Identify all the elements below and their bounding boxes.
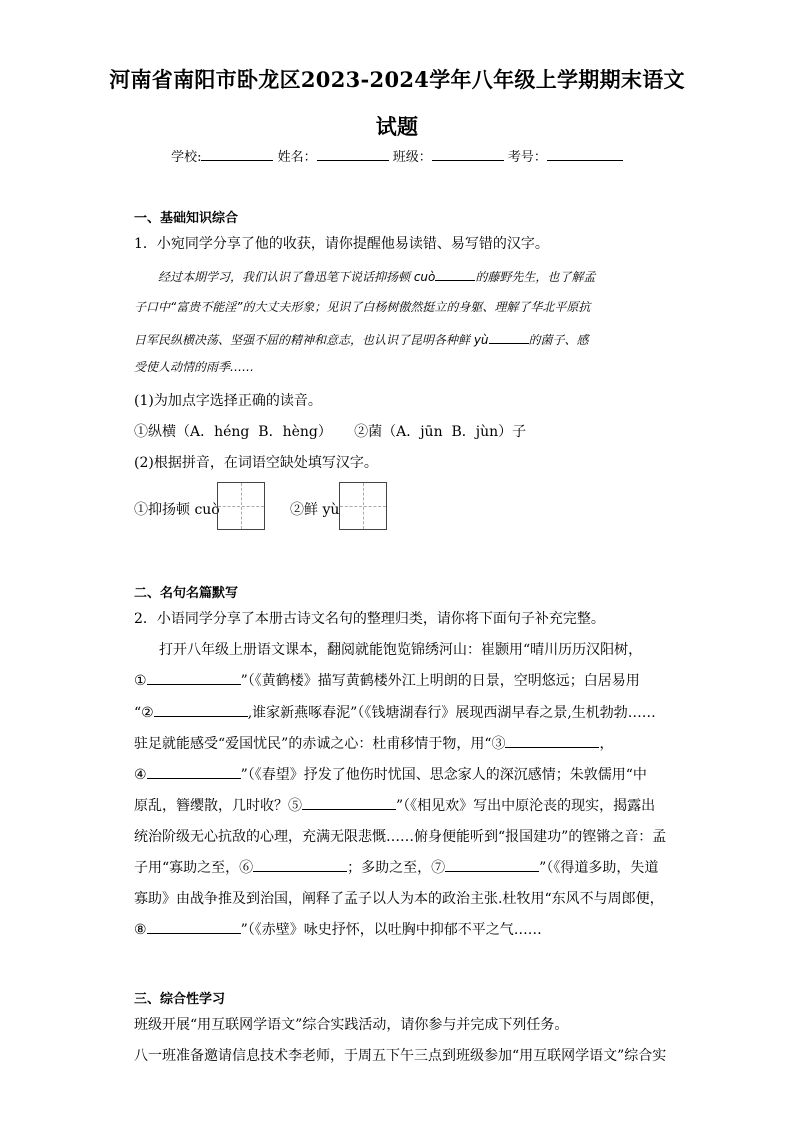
- poem-fill-line: 统治阶级无心抗敌的心理，充满无限悲慨……俯身便能听到“报国建功”的铿锵之音：孟: [134, 829, 667, 845]
- passage-line: 受使人动情的雨季……: [134, 360, 255, 374]
- poem-fill-line: ④ ”（《春望》抒发了他伤时忧国、思念家人的深沉感情；朱敦儒用“中: [134, 764, 647, 784]
- poem-fill-line: “② ,谁家新燕啄春泥”（《钱塘湖春行》展现西湖早春之景,生机勃勃……: [134, 702, 656, 722]
- answer-blank[interactable]: [505, 733, 599, 748]
- answer-blank[interactable]: [489, 329, 529, 344]
- writing-grid-box-2[interactable]: [339, 482, 387, 530]
- section-3-task: 八一班准备邀请信息技术李老师，于周五下午三点到班级参加“用互联网学语文”综合实: [134, 1048, 667, 1064]
- question-1: 1．小宛同学分享了他的收获，请你提醒他易读错、易写错的汉字。: [134, 236, 549, 252]
- poem-fill-line: ⑧ ”（《赤壁》咏史抒怀，以吐胸中抑郁不平之气……: [134, 919, 542, 939]
- page-title-continued: 试题: [375, 114, 419, 139]
- section-heading-1: 一、基础知识综合: [134, 211, 239, 226]
- answer-blank[interactable]: [435, 266, 475, 281]
- question-2: 2．小语同学分享了本册古诗文名句的整理归类，请你将下面句子补充完整。: [134, 611, 605, 627]
- name-label: 姓名：: [277, 150, 317, 165]
- poem-fill-line: ① ”（《黄鹤楼》描写黄鹤楼外江上明朗的日景，空明悠远；白居易用: [134, 670, 640, 690]
- passage-line: 日军民纵横决荡、坚强不屈的精神和意志，也认识了昆明各种鲜 yù 的菌子、感: [134, 329, 589, 348]
- exam-no-blank[interactable]: [547, 147, 623, 161]
- section-3-intro: 班级开展“用互联网学语文”综合实践活动，请你参与并完成下列任务。: [134, 1017, 569, 1033]
- answer-blank[interactable]: [445, 857, 539, 872]
- section-heading-2: 二、名句名篇默写: [134, 586, 239, 601]
- poem-fill-line: 寡助》由战争推及到治国，阐释了孟子以人为本的政治主张.杜牧用“东风不与周郎便，: [134, 891, 664, 907]
- answer-blank[interactable]: [147, 764, 241, 779]
- poem-fill-line: 驻足就能感受“爱国忧民”的赤诚之心：杜甫移情于物，用“③ ，: [134, 733, 613, 753]
- writing-grid-box-1[interactable]: [217, 482, 265, 530]
- passage-line: 经过本期学习，我们认识了鲁迅笔下说话抑扬顿 cuò 的藤野先生，也了解孟: [158, 266, 595, 285]
- poem-fill-line: 打开八年级上册语文课本，翻阅就能饱览锦绣河山：崔颢用“晴川历历汉阳树，: [159, 642, 643, 658]
- fill-label-2: ②鲜 yù: [290, 502, 340, 518]
- answer-blank[interactable]: [302, 795, 396, 810]
- fill-label-1: ①抑扬顿 cuò: [134, 502, 220, 518]
- sub-question-1-options: ①纵横（A．héng B．hèng） ②菌（A．jūn B．jùn）子: [134, 424, 527, 440]
- sub-question-1: (1)为加点字选择正确的读音。: [134, 393, 322, 409]
- name-blank[interactable]: [317, 147, 389, 161]
- exam-no-label: 考号：: [507, 150, 547, 165]
- class-blank[interactable]: [432, 147, 504, 161]
- section-heading-3: 三、综合性学习: [134, 992, 226, 1007]
- page-title: 河南省南阳市卧龙区2023-2024学年八年级上学期期末语文: [109, 67, 685, 92]
- passage-line: 子口中“富贵不能淫”的大丈夫形象；见识了白杨树傲然挺立的身躯、理解了华北平原抗: [134, 300, 591, 314]
- sub-question-2: (2)根据拼音，在词语空缺处填写汉字。: [134, 455, 378, 471]
- class-label: 班级：: [392, 150, 432, 165]
- answer-blank[interactable]: [154, 702, 248, 717]
- poem-fill-line: 子用“寡助之至，⑥ ；多助之至，⑦ ”（《得道多助，失道: [134, 857, 658, 877]
- answer-blank[interactable]: [147, 670, 241, 685]
- answer-blank[interactable]: [147, 919, 241, 934]
- poem-fill-line: 原乱，簪缨散，几时收？⑤ ”（《相见欢》写出中原沦丧的现实，揭露出: [134, 795, 655, 815]
- answer-blank[interactable]: [253, 857, 347, 872]
- school-label: 学校:: [171, 150, 202, 165]
- school-blank[interactable]: [201, 147, 273, 161]
- student-info-line: [0, 146, 794, 165]
